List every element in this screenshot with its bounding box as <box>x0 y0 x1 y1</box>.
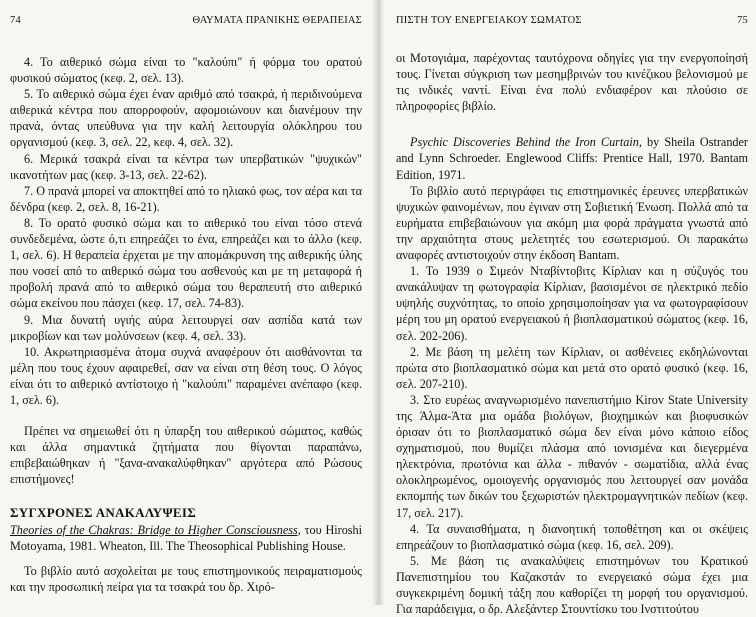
reference-details: by Sheila Ostrander and Lynn Schroeder. Englewood Cliffs: Prentice Hall, 1970. Bantam Edition, 1971. <box>396 135 748 182</box>
list-item: 6. Μερικά τσακρά είναι τα κέντρα των υπερβατικών "ψυχικών" ικανοτήτων μας (κεφ. 3-13, σελ. 22-62). <box>10 151 362 182</box>
list-item: 7. Ο πρανά μπορεί να αποκτηθεί από το ηλιακό φως, τον αέρα και τα δένδρα (κεφ. 2, σελ. 8, 16-21). <box>10 183 362 214</box>
body-paragraph: Το βιβλίο αυτό περιγράφει τις επιστημονικές έρευνες υπερβατικών ψυχικών φαινομένων, που έγιναν στη Σοβιετική Ένωση. Πολλά από τα ευρήματα επιβεβαιώνουν για ακόμη μια φορά πράγματα γνωστά από την αρχαιότητα στους μελετητές του εσωτερισμού. Οι παρακάτω αναφορές αντιστοιχούν στην έκδοση Bantam. <box>396 183 748 263</box>
body-paragraph: οι Μοτογιάμα, παρέχοντας ταυτόχρονα οδηγίες για την ενεργοποίησή τους. Γίνεται σύγκριση των μεσημβρινών του κινέζικου βελονισμού με τις ινδικές ναντί. Είναι ένα πολύ ενδιαφέρον και πλούσιο σε πληροφορίες βιβλίο. <box>396 51 748 114</box>
right-page-number: 75 <box>737 15 748 26</box>
list-item: 8. Το ορατό φυσικό σώμα και το αιθερικό του είναι τόσο στενά συνδεδεμένα, ώστε ό,τι επηρεάζει το ένα, επηρεάζει και το άλλο (κεφ. 1, σελ. 6). Η θεραπεία έρχεται με την απομάκρυνση της αιθερικής ύλης που νοσεί από το αιθερικό σώμα του ασθενούς και με τη μεταφορά ή προβολή πρανά από το αιθερικό σώμα του θεραπευτή στο αιθερικό σώμα εκείνου που πάσχει (κεφ. 17, σελ. 74-83). <box>10 215 362 311</box>
list-item: 4. Τα συναισθήματα, η διανοητική τοποθέτηση και οι σκέψεις επηρεάζουν το βιοπλασματικό σώμα (κεφ. 16, σελ. 209). <box>396 521 748 552</box>
left-page <box>0 0 374 605</box>
section-heading: ΣΥΓΧΡΟΝΕΣ ΑΝΑΚΑΛΥΨΕΙΣ <box>10 505 197 521</box>
list-item: 5. Το αιθερικό σώμα έχει έναν αριθμό από τσακρά, ή περιδινούμενα αιθερικά κέντρα που απορροφούν, αφομοιώνουν και διανέμουν την πρανά, όντας υπεύθυνα για την καλή λειτουργία ολόκληρου του οργανισμού (κεφ. 3, σελ. 22, κεφ. 4, σελ. 32). <box>10 87 362 150</box>
reference-book-title: Theories of the Chakras: Bridge to Higher Consciousness, <box>10 522 301 537</box>
left-running-head-title: ΘΑΥΜΑΤΑ ΠΡΑΝΙΚΗΣ ΘΕΡΑΠΕΙΑΣ <box>192 15 362 26</box>
reference-entry <box>396 134 748 182</box>
list-item: 10. Ακρωτηριασμένα άτομα συχνά αναφέρουν ότι αισθάνονται τα μέλη που τους έχουν αφαιρεθεί, σαν να είναι στη θέση τους. Ο λόγος είναι ότι το αιθερικό αντίστοιχο ή "καλούπι" παραμένει ανέπαφο (κεφ. 1, σελ. 6). <box>10 344 362 407</box>
right-page <box>382 0 756 617</box>
left-running-head <box>10 14 362 28</box>
reference-book-title: Psychic Discoveries Behind the Iron Curtain, <box>410 135 642 150</box>
list-item: 4. Το αιθερικό σώμα είναι το "καλούπι" ή φόρμα του ορατού φυσικού σώματος (κεφ. 2, σελ. 13). <box>10 55 362 86</box>
body-paragraph: Το βιβλίο αυτό ασχολείται με τους επιστημονικούς πειραματισμούς και την προσωπική πείρα για τα τσακρά του δρ. Χιρό- <box>10 563 362 594</box>
list-item: 9. Μια δυνατή υγιής αύρα λειτουργεί σαν ασπίδα κατά των μικροβίων και των μολύνσεων (κεφ. 4, σελ. 33). <box>10 312 362 343</box>
closing-paragraph: Πρέπει να σημειωθεί ότι η ύπαρξη του αιθερικού σώματος, καθώς και άλλα σημαντικά ζητήματα που θίγονται παραπάνω, επιβεβαιώθηκαν ή "ξανα-ανακαλύφθηκαν" αργότερα από Ρώσους επιστήμονες! <box>10 424 362 487</box>
reference-entry <box>10 522 362 554</box>
right-body-text <box>396 50 748 617</box>
left-page-number: 74 <box>10 15 21 26</box>
left-body-text <box>10 54 362 595</box>
list-item: 1. Το 1939 ο Σιμεόν Νταβίντοβιτς Κίρλιαν και η σύζυγός του ανακάλυψαν τη φωτογραφία Κίρλιαν, βασισμένοι σε ηλεκτρικό πεδίο υψηλής συχνότητας, το οποίο χρησιμοποίησαν για να φωτογραφίσουν μέρη του μη ορατού ενεργειακού ή βιοπλασματικού σώματος (κεφ. 16, σελ. 202-206). <box>396 264 748 343</box>
right-running-head <box>396 14 748 28</box>
reference-details: του Hiroshi Motoyama, 1981. Wheaton, Ill. The Theosophical Publishing House. <box>10 522 363 553</box>
right-running-head-title: ΠΙΣΤΗ ΤΟΥ ΕΝΕΡΓΕΙΑΚΟΥ ΣΩΜΑΤΟΣ <box>396 15 582 26</box>
list-item: 2. Με βάση τη μελέτη των Κίρλιαν, οι ασθένειες εκδηλώνονται πρώτα στο βιοπλασματικό σώμα και μετά στο ορατό φυσικό (κεφ. 16, σελ. 207-210). <box>396 344 748 391</box>
list-item: 3. Στο ευρέως αναγνωρισμένο πανεπιστήμιο Kirov State University της Άλμα-Άτα μια ομάδα βιολόγων, βιοχημικών και βιοφυσικών όρισαν ότι το βιοπλασματικό σώμα δεν είναι μόνο κάποιο είδος σχηματισμού, που θυμίζει πλάσμα από ιονισμένα και διεγερμένα ηλεκτρόνια, πρωτόνια και άλλα - πιθανόν - σωματίδια, αλλά ένας ολοκληρωμένος, ομοιογενής οργανισμός που λειτουργεί σαν μονάδα εκπομπής των δικών του ξεχωριστών ηλεκτρομαγνητικών πεδίων (κεφ. 17, σελ. 217). <box>396 392 748 520</box>
list-item: 5. Με βάση τις ανακαλύψεις επιστημόνων του Κρατικού Πανεπιστημίου του Καζακστάν το ενεργειακό σώμα έχει μια συγκεκριμένη δομική τάξη που καθορίζει τη μορφή του οργανισμού. Για παράδειγμα, ο δρ. Αλεξάντερ Στουντίσκυ του Ινστιτούτου <box>396 553 748 617</box>
